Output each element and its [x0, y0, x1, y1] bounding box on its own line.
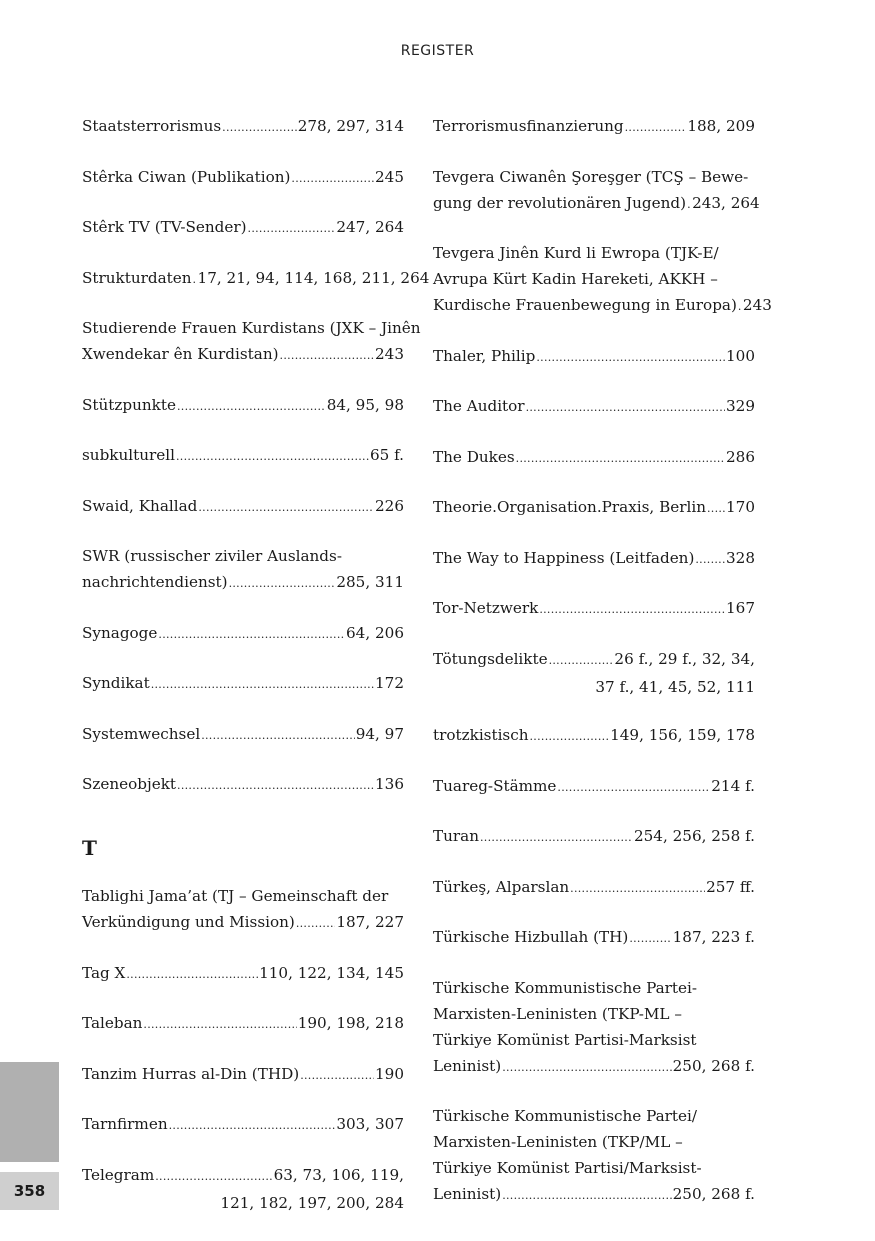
entry-term: Tag X: [82, 963, 126, 982]
index-entry: [82, 960, 404, 988]
entry-term: Telegram: [82, 1165, 155, 1184]
index-entry: [82, 721, 404, 749]
leader-dots: [155, 1162, 272, 1190]
entry-term: Turan: [433, 827, 480, 845]
entry-term: Strukturdaten: [82, 268, 192, 287]
index-entry: [82, 164, 404, 192]
entry-row: [82, 620, 404, 648]
index-entry: [433, 722, 755, 750]
index-entry: [82, 1010, 404, 1038]
entry-row: [82, 569, 404, 597]
entry-term: Taleban: [82, 1014, 143, 1032]
index-entry: [82, 315, 421, 369]
thumb-index-tab: [0, 1062, 59, 1162]
entry-row: [82, 960, 404, 988]
leader-dots: [176, 442, 369, 470]
entry-pages: 26 f., 29 f., 32, 34,: [614, 649, 755, 668]
leader-dots: [536, 343, 725, 371]
index-entry: [82, 1061, 404, 1089]
entry-pages: 243, 264: [692, 193, 760, 212]
leader-dots: [707, 494, 725, 522]
leader-dots: [177, 392, 326, 420]
running-header: REGISTER: [400, 43, 475, 59]
entry-line: Türkische Kommunistische Partei/: [433, 1107, 698, 1125]
index-entry: [82, 543, 404, 597]
leader-dots: [629, 924, 671, 952]
entry-row: [433, 773, 755, 801]
leader-dots: [480, 823, 633, 851]
entry-row: [82, 909, 404, 937]
entry-row: [433, 292, 772, 320]
index-entry: [82, 1111, 404, 1139]
leader-dots: [738, 292, 742, 320]
entry-row: [433, 343, 755, 371]
entry-term: Terrorismusfinanzierung: [433, 117, 624, 135]
entry-term: Tanzim Hurras al-Din (THD): [82, 1064, 300, 1083]
entry-row: [82, 214, 404, 242]
index-entry: [82, 265, 430, 293]
entry-pages: 243: [375, 345, 404, 363]
entry-pages: 226: [375, 496, 404, 515]
entry-term: nachrichtendienst): [82, 573, 228, 591]
leader-dots: [248, 214, 336, 242]
index-entry: [82, 493, 404, 521]
index-entry: [433, 975, 755, 1081]
entry-row: [433, 722, 755, 750]
entry-line: Studierende Frauen Kurdistans (JXK – Jinên: [82, 319, 421, 337]
leader-dots: [143, 1010, 296, 1038]
index-entry: [433, 874, 755, 902]
entry-row: [433, 1053, 755, 1081]
index-entry: [82, 1162, 404, 1216]
leader-dots: [126, 960, 258, 988]
entry-term: Tor-Netzwerk: [433, 599, 539, 617]
entry-row: [82, 1010, 404, 1038]
index-entry: [82, 392, 404, 420]
entry-row: [433, 113, 755, 141]
entry-term: Xwendekar ên Kurdistan): [82, 345, 279, 363]
index-entry: [433, 494, 755, 522]
index-entry: [433, 823, 755, 851]
entry-term: Tarnfirmen: [82, 1115, 168, 1133]
entry-row: [82, 164, 404, 192]
leader-dots: [539, 595, 725, 623]
entry-line: Marxisten-Leninisten (TKP/ML –: [433, 1133, 683, 1151]
entry-row: [82, 670, 404, 698]
index-entry: [433, 444, 755, 472]
entry-row: [82, 1061, 404, 1089]
leader-dots: [557, 773, 710, 801]
entry-pages: 247, 264: [336, 218, 404, 236]
leader-dots: [177, 771, 374, 799]
leader-dots: [516, 444, 725, 472]
entry-line: Tevgera Ciwanên Şoreşger (TCŞ – Bewe-: [433, 167, 749, 186]
entry-row: [82, 1111, 404, 1139]
index-entry: [433, 773, 755, 801]
entry-pages-continued: 121, 182, 197, 200, 284: [220, 1193, 404, 1212]
entry-term: Türkeş, Alparslan: [433, 877, 570, 896]
entry-line: Avrupa Kürt Kadin Hareketi, AKKH –: [433, 270, 718, 288]
leader-dots: [201, 721, 355, 749]
entry-row: [433, 874, 755, 902]
entry-pages: 110, 122, 134, 145: [259, 963, 404, 982]
entry-pages: 170: [726, 498, 755, 516]
entry-row: [82, 493, 404, 521]
entry-pages: 84, 95, 98: [326, 395, 404, 414]
right-entries: [433, 113, 772, 1209]
index-entry: [433, 595, 755, 623]
entry-term: The Dukes: [433, 447, 515, 466]
leader-dots: [502, 1181, 671, 1209]
entry-term: Thaler, Philip: [433, 346, 536, 365]
entry-term: Stützpunkte: [82, 395, 176, 414]
entry-pages: 100: [726, 346, 755, 365]
entry-term: Syndikat: [82, 674, 150, 692]
entry-pages: 214 f.: [711, 776, 755, 795]
entry-row: [82, 771, 404, 799]
entry-pages: 243: [742, 296, 772, 314]
entry-pages: 64, 206: [346, 623, 404, 642]
entry-pages: 250, 268 f.: [672, 1056, 755, 1075]
entry-pages: 63, 73, 106, 119,: [273, 1165, 404, 1184]
entry-row: [433, 190, 760, 218]
entry-term: Swaid, Khallad: [82, 496, 198, 515]
entry-pages: 285, 311: [336, 573, 404, 591]
entry-pages: 245: [375, 167, 404, 186]
entry-line: Tablighi Jama’at (TJ – Gemeinschaft der: [82, 887, 389, 905]
entry-row: [82, 392, 404, 420]
entry-term: The Way to Happiness (Leitfaden): [433, 548, 695, 567]
left-entries-after: [82, 883, 404, 1216]
entry-term: Stêrk TV (TV-Sender): [82, 218, 247, 236]
entry-line: Türkische Kommunistische Partei-: [433, 978, 698, 997]
entry-pages: 254, 256, 258 f.: [633, 827, 755, 845]
entry-line: SWR (russischer ziviler Auslands-: [82, 547, 342, 565]
entry-term: Verkündigung und Mission): [82, 913, 295, 931]
entry-pages: 190: [375, 1064, 404, 1083]
index-entry: [82, 771, 404, 799]
entry-pages: 286: [726, 447, 755, 466]
index-entry: [82, 620, 404, 648]
entry-pages: 149, 156, 159, 178: [610, 726, 755, 744]
index-entry: [433, 646, 755, 700]
leader-dots: [151, 670, 374, 698]
entry-term: Tuareg-Stämme: [433, 776, 557, 795]
index-entry: [433, 393, 755, 421]
entry-pages: 65 f.: [369, 446, 404, 464]
leader-dots: [570, 874, 705, 902]
index-entry: [82, 670, 404, 698]
entry-row: [433, 646, 755, 674]
entry-pages: 172: [375, 674, 404, 692]
leader-dots: [229, 569, 336, 597]
index-entry: [82, 214, 404, 242]
entry-term: gung der revolutionären Jugend): [433, 193, 687, 212]
index-entry: [433, 164, 760, 218]
left-column: [82, 113, 430, 1238]
entry-row: [82, 721, 404, 749]
leader-dots: [291, 164, 374, 192]
index-entry: [433, 924, 755, 952]
entry-term: Stêrka Ciwan (Publikation): [82, 167, 291, 186]
leader-dots: [198, 493, 374, 521]
entry-row: [433, 545, 755, 573]
entry-pages: 278, 297, 314: [297, 117, 404, 135]
entry-pages: 257 ff.: [706, 877, 755, 896]
entry-row: [433, 494, 755, 522]
entry-term: Tötungsdelikte: [433, 649, 548, 668]
leader-dots: [625, 113, 687, 141]
entry-row: [82, 265, 430, 293]
entry-pages: 136: [375, 775, 404, 793]
entry-row: [82, 1162, 404, 1190]
entry-pages: 94, 97: [355, 724, 404, 743]
index-entry: [433, 1103, 755, 1209]
leader-dots: [193, 265, 197, 293]
index-entry: [433, 240, 772, 320]
entry-pages: 188, 209: [687, 117, 755, 135]
entry-term: Leninist): [433, 1185, 502, 1203]
entry-pages: 167: [726, 599, 755, 617]
entry-pages: 187, 227: [336, 913, 404, 931]
leader-dots: [695, 545, 725, 573]
leader-dots: [169, 1111, 336, 1139]
leader-dots: [280, 341, 374, 369]
index-entry: [433, 343, 755, 371]
leader-dots: [687, 190, 691, 218]
index-entry: [82, 883, 404, 937]
entry-term: Leninist): [433, 1056, 502, 1075]
entry-pages: 190, 198, 218: [297, 1014, 404, 1032]
entry-row: [433, 1181, 755, 1209]
entry-row: [82, 341, 404, 369]
entry-line: Tevgera Jinên Kurd li Ewropa (TJK-E/: [433, 244, 719, 262]
entry-pages: 328: [726, 548, 755, 567]
leader-dots: [300, 1061, 374, 1089]
entry-row: [433, 444, 755, 472]
entry-pages-continued: 37 f., 41, 45, 52, 111: [595, 677, 755, 696]
leader-dots: [526, 393, 725, 421]
leader-dots: [158, 620, 345, 648]
entry-pages: 250, 268 f.: [672, 1185, 755, 1203]
index-entry: [433, 113, 755, 141]
entry-term: Theorie.Organisation.Praxis, Berlin: [433, 498, 706, 516]
entry-term: subkulturell: [82, 446, 175, 464]
entry-row: [433, 595, 755, 623]
leader-dots: [502, 1053, 671, 1081]
entry-term: trotzkistisch: [433, 726, 529, 744]
entry-row: [82, 113, 404, 141]
entry-pages: 303, 307: [336, 1115, 404, 1133]
index-entry: [433, 545, 755, 573]
entry-term: Staatsterrorismus: [82, 117, 222, 135]
left-entries-before: [82, 113, 430, 799]
entry-line: Türkiye Komünist Partisi/Marksist-: [433, 1159, 702, 1177]
section-letter: T: [82, 836, 97, 860]
entry-row: [82, 442, 404, 470]
entry-term: Szeneobjekt: [82, 775, 177, 793]
entry-pages: 187, 223 f.: [672, 928, 755, 946]
entry-term: Kurdische Frauenbewegung in Europa): [433, 296, 737, 314]
entry-row: [433, 924, 755, 952]
page-number: 358: [0, 1172, 59, 1210]
entry-line: Türkiye Komünist Partisi-Marksist: [433, 1030, 697, 1049]
index-entry: [82, 113, 404, 141]
entry-term: Systemwechsel: [82, 724, 201, 743]
leader-dots: [222, 113, 297, 141]
entry-pages: 17, 21, 94, 114, 168, 211, 264: [197, 268, 430, 287]
entry-line: Marxisten-Leninisten (TKP-ML –: [433, 1004, 682, 1023]
index-entry: [82, 442, 404, 470]
entry-term: The Auditor: [433, 397, 525, 415]
entry-row: [433, 393, 755, 421]
entry-term: Synagoge: [82, 623, 158, 642]
leader-dots: [530, 722, 610, 750]
right-column: [433, 113, 772, 1232]
leader-dots: [296, 909, 336, 937]
leader-dots: [549, 646, 614, 674]
entry-pages: 329: [726, 397, 755, 415]
entry-term: Türkische Hizbullah (TH): [433, 928, 629, 946]
entry-row: [433, 823, 755, 851]
